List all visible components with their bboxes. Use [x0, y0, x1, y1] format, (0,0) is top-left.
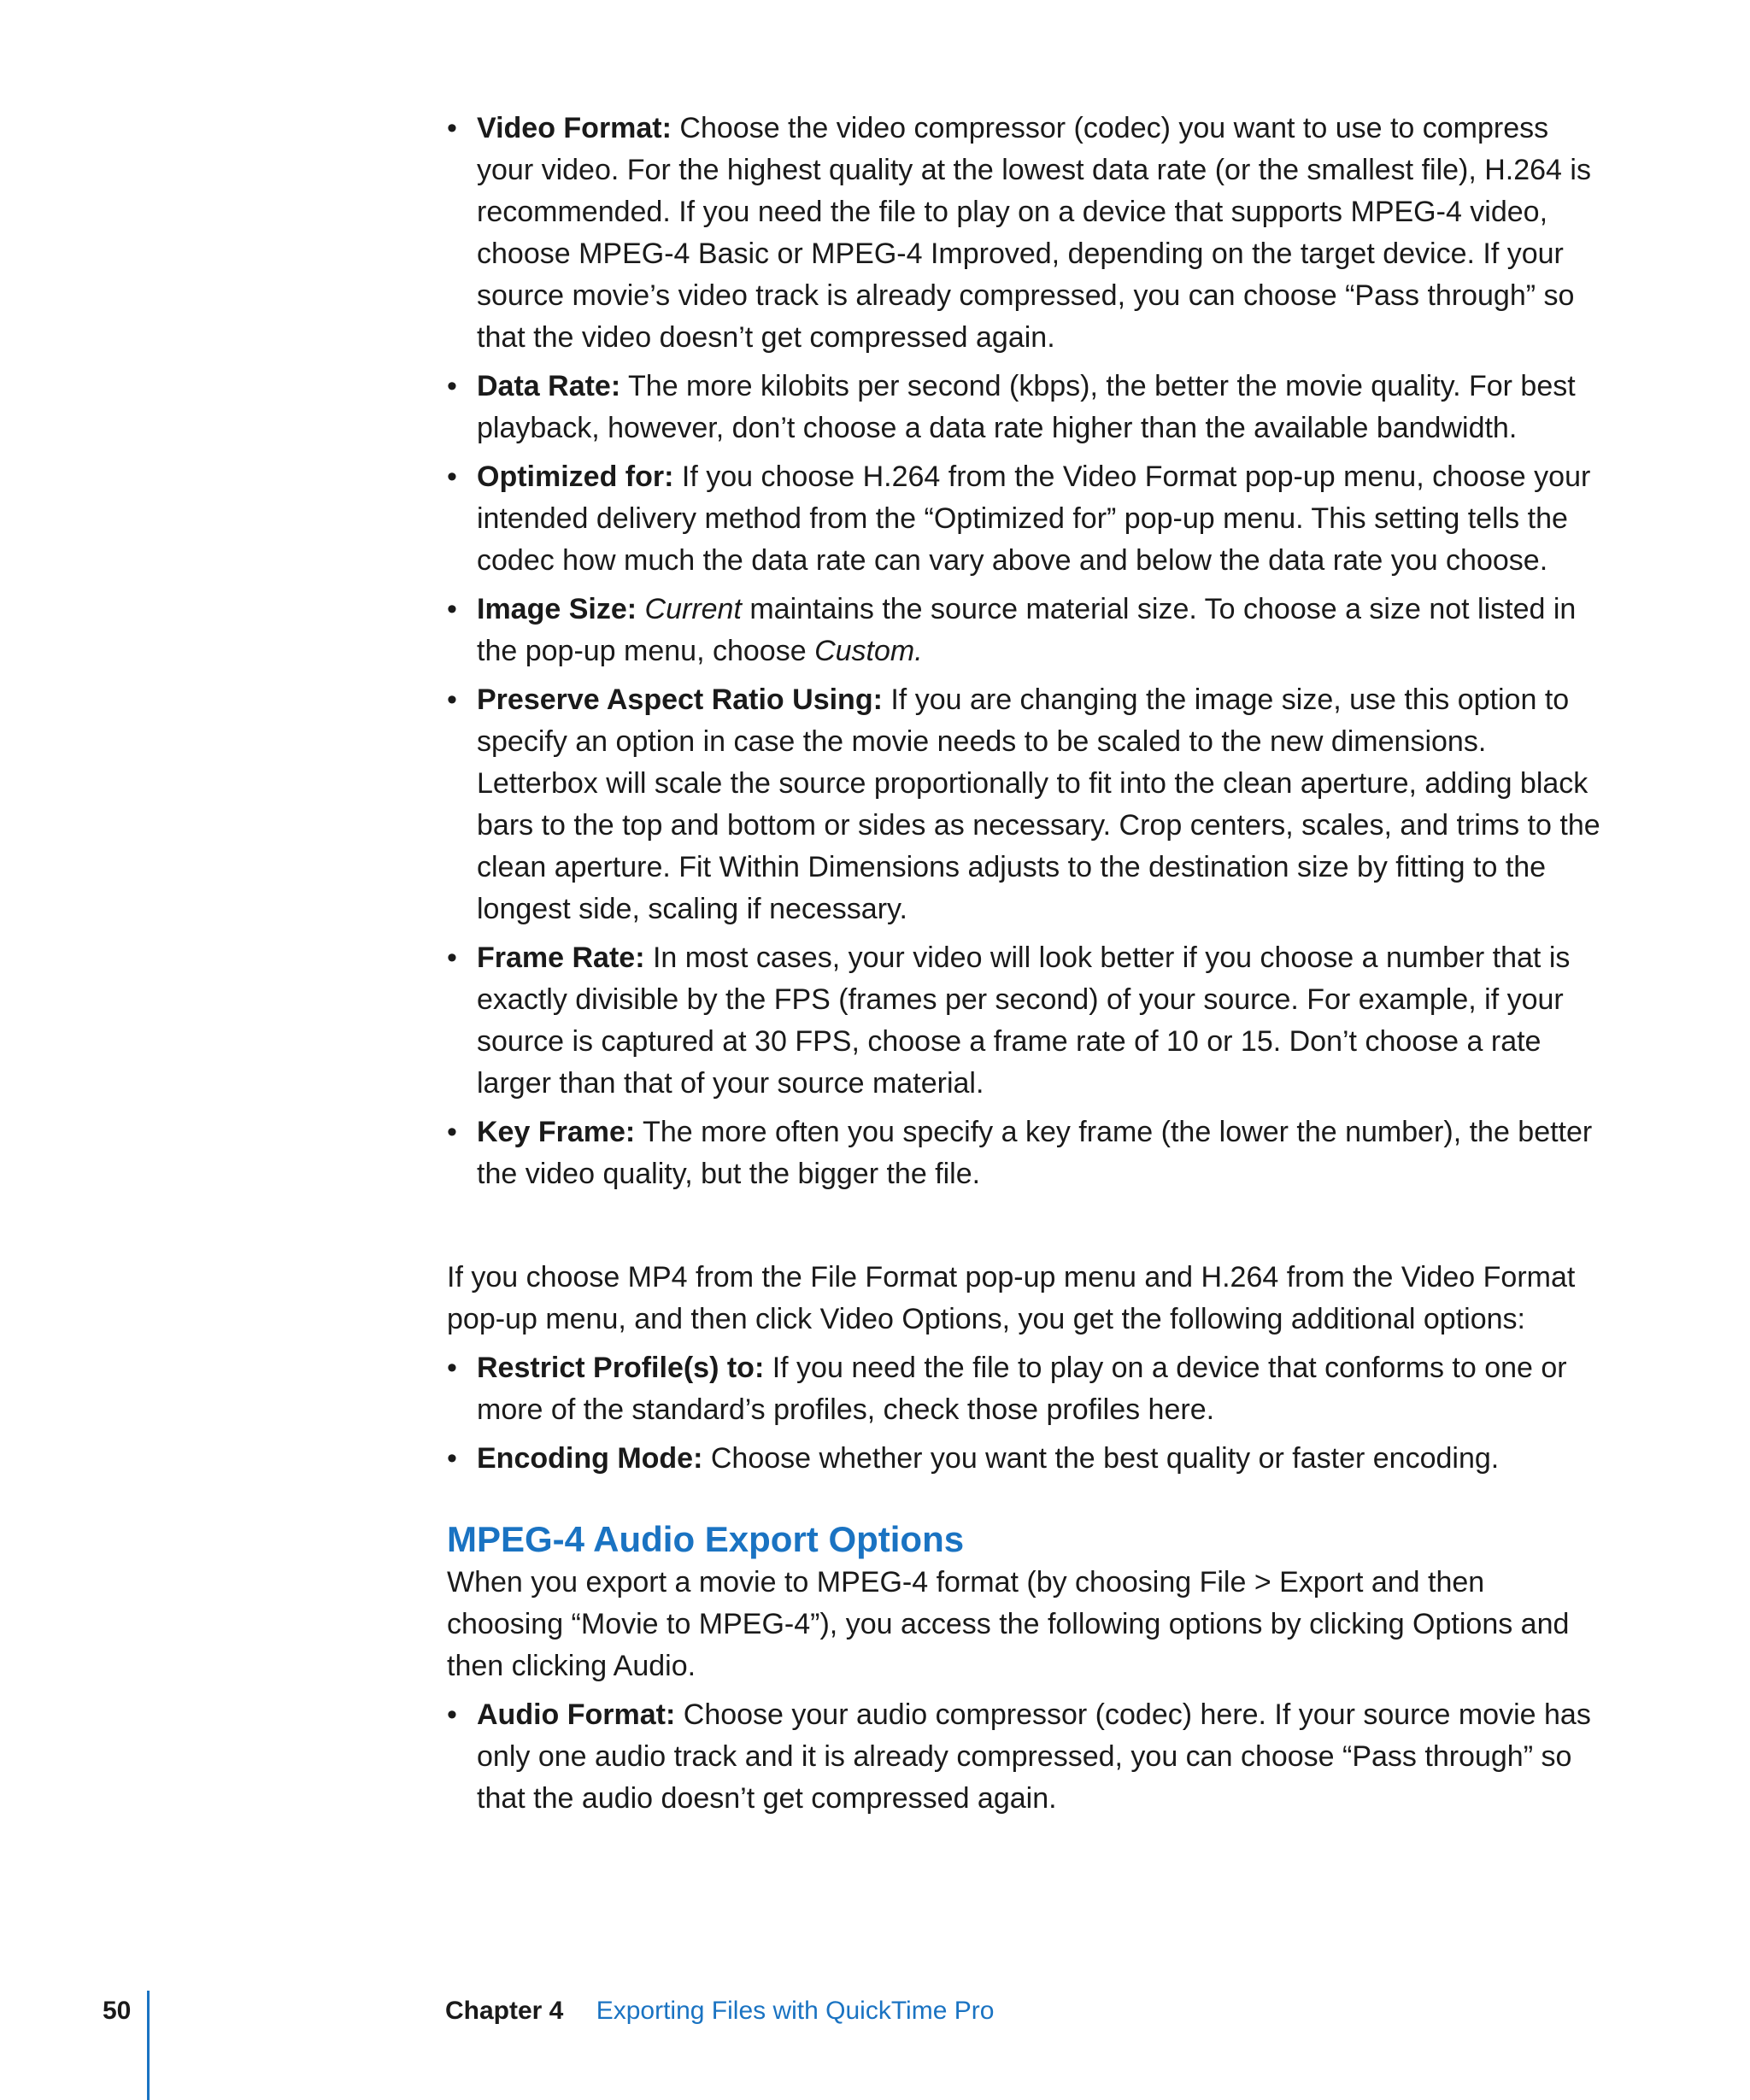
bullet-frame-rate — [447, 937, 1600, 1105]
footer-chapter — [445, 1997, 994, 2026]
mp4-paragraph: If you choose MP4 from the File Format pop-up menu and H.264 from the Video Format pop-up menu, and then click Video Options, you get the following additional options: — [447, 1261, 1576, 1335]
bullet-term: Audio Format: — [477, 1698, 676, 1731]
bullet-text: In most cases, your video will look better if you choose a number that is exactly divisible by the FPS (frames per second) of your source. For example, if your source is captured at 30 FPS, choose a frame rate of 10 or 15. Don’t choose a rate larger than that of your source material. — [477, 941, 1571, 1100]
bullet-encoding-mode — [447, 1438, 1600, 1480]
section-intro: When you export a movie to MPEG-4 format (by choosing File > Export and then choosing “Movie to MPEG-4”), you access the following options by clicking Options and then clicking Audio. — [447, 1566, 1570, 1682]
bullet-term: Frame Rate: — [477, 941, 645, 974]
page-content — [447, 108, 1600, 1827]
bullet-term: Restrict Profile(s) to: — [477, 1352, 765, 1384]
chapter-title-link[interactable]: Exporting Files with QuickTime Pro — [596, 1997, 995, 2025]
footer-divider — [147, 1991, 150, 2100]
bullet-text: If you need the file to play on a device that conforms to one or more of the standard’s profiles, check those profiles here. — [477, 1352, 1567, 1426]
bullet-text: Choose the video compressor (codec) you want to use to compress your video. For the highest quality at the lowest data rate (or the smallest file), H.264 is recommended. If you need the file to play on a device that supports MPEG-4 video, choose MPEG-4 Basic or MPEG-4 Improved, depending on the target device. If your source movie’s video track is already compressed, you can choose “Pass through” so that the video doesn’t get compressed again. — [477, 112, 1591, 354]
bullet-text: If you choose H.264 from the Video Format pop-up menu, choose your intended delivery method from the “Optimized for” pop-up menu. This setting tells the codec how much the data rate can vary above and below the data rate you choose. — [477, 460, 1591, 577]
bullet-key-frame — [447, 1112, 1600, 1195]
bullet-optimized-for — [447, 456, 1600, 582]
bullet-text: If you are changing the image size, use this option to specify an option in case the movie needs to be scaled to the new dimensions. Letterbox will scale the source proportionally to fit into the clean aperture, adding black bars to the top and bottom or sides as necessary. Crop centers, scales, and trims to the clean aperture. Fit Within Dimensions adjusts to the destination size by fitting to the longest side, scaling if necessary. — [477, 683, 1600, 925]
bullet-audio-format — [447, 1694, 1600, 1820]
bullet-emphasis: Current — [644, 593, 742, 625]
bullet-image-size — [447, 589, 1600, 672]
section-heading: MPEG-4 Audio Export Options — [447, 1519, 965, 1559]
bullet-restrict-profiles — [447, 1347, 1600, 1431]
bullet-data-rate — [447, 366, 1600, 449]
chapter-label: Chapter 4 — [445, 1997, 564, 2025]
bullet-text: Choose whether you want the best quality or faster encoding. — [710, 1442, 1500, 1475]
bullet-term: Video Format: — [477, 112, 672, 144]
bullet-video-format — [447, 108, 1600, 359]
page-number: 50 — [103, 1997, 132, 2025]
bullet-term: Optimized for: — [477, 460, 674, 493]
bullet-text: The more often you specify a key frame (the lower the number), the better the video quality, but the bigger the file. — [477, 1116, 1593, 1190]
bullet-emphasis: Custom. — [814, 635, 923, 667]
bullet-term: Encoding Mode: — [477, 1442, 703, 1475]
bullet-preserve-aspect-ratio — [447, 679, 1600, 930]
bullet-term: Preserve Aspect Ratio Using: — [477, 683, 883, 716]
bullet-text: The more kilobits per second (kbps), the better the movie quality. For best playback, however, don’t choose a data rate higher than the available bandwidth. — [477, 370, 1576, 444]
bullet-term: Key Frame: — [477, 1116, 636, 1148]
bullet-text: maintains the source material size. To choose a size not listed in the pop-up menu, choose — [477, 593, 1577, 667]
bullet-text: Choose your audio compressor (codec) here. If your source movie has only one audio track and it is already compressed, you can choose “Pass through” so that the audio doesn’t get compressed again. — [477, 1698, 1591, 1815]
bullet-term: Data Rate: — [477, 370, 621, 402]
bullet-term: Image Size: — [477, 593, 637, 625]
